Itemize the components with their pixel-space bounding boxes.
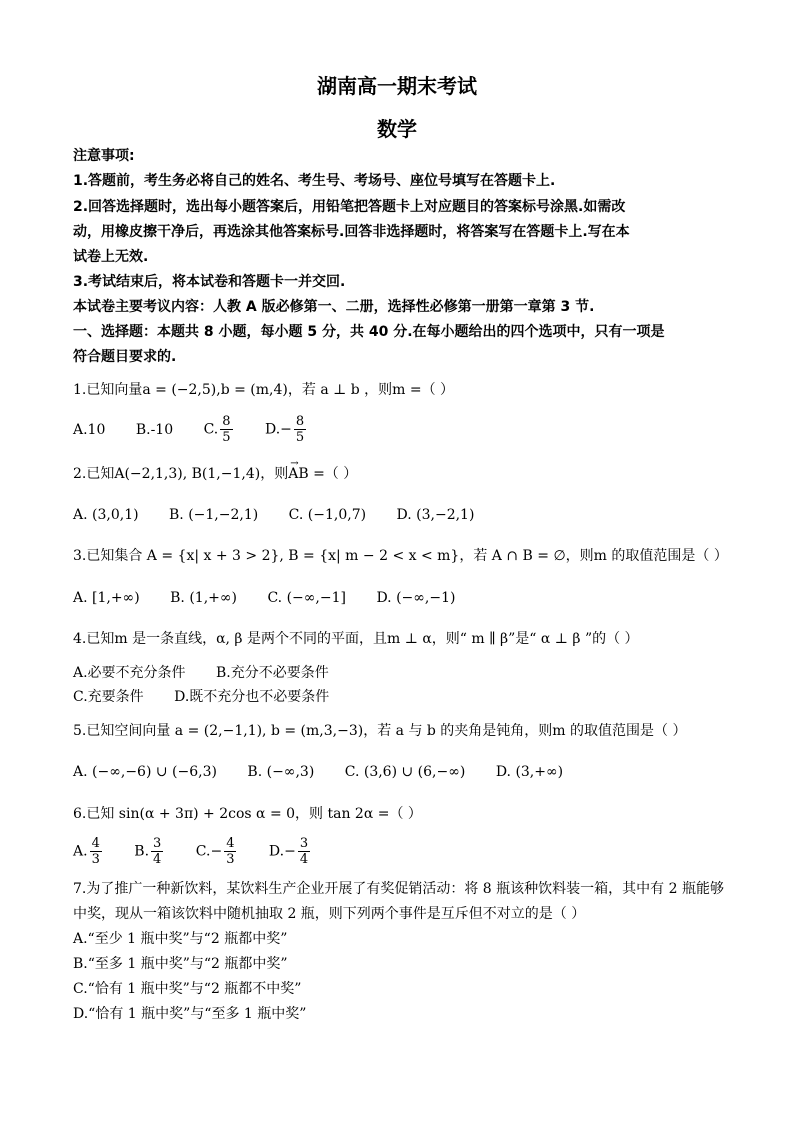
section-heading-line-2: 符合题目要求的. (73, 349, 177, 365)
q2-option-a[interactable]: A. (3,0,1) (73, 507, 139, 523)
q7-option-c[interactable]: C.“恰有 1 瓶中奖”与“2 瓶都不中奖” (73, 981, 302, 997)
q5-option-b[interactable]: B. (−∞,3) (247, 764, 315, 780)
question-1-options (73, 414, 733, 445)
question-2-stem: 2.已知A(−2,1,3), B(1,−1,4)，则→ AB =（ ） (73, 464, 733, 484)
note-1: 1.答题前，考生务必将自己的姓名、考生号、考场号、座位号填写在答题卡上. (73, 173, 556, 189)
q6-option-b[interactable]: B. $\frac{3}{4}$ (134, 836, 162, 867)
question-4-options-row-1 (73, 663, 733, 683)
q7-option-d[interactable]: D.“恰有 1 瓶中奖”与“至多 1 瓶中奖” (73, 1006, 307, 1022)
q6-option-a[interactable]: A. $\frac{4}{3}$ (73, 836, 100, 867)
note-2-line-1: 2.回答选择题时，选出每小题答案后，用铅笔把答题卡上对应题目的答案标号涂黑.如需改 (73, 199, 626, 215)
exam-scope: 本试卷主要考议内容：人教 A 版必修第一、二册，选择性必修第一册第一章第 3 节. (73, 299, 595, 315)
notes-heading: 注意事项: (73, 148, 135, 164)
question-5-stem: 5.已知空间向量 a = (2,−1,1), b = (m,3,−3)，若 a 与 b 的夹角是钝角，则m 的取值范围是（ ） (73, 723, 687, 739)
q1-option-b[interactable]: B.-10 (135, 421, 174, 438)
q4-option-b[interactable]: B.充分不必要条件 (216, 665, 329, 681)
section-heading-line-1: 一、选择题：本题共 8 小题，每小题 5 分，共 40 分.在每小题给出的四个选项中，只有一项是 (73, 324, 665, 340)
q4-option-d[interactable]: D.既不充分也不必要条件 (174, 689, 330, 705)
question-2-options (73, 505, 733, 525)
note-3: 3.考试结束后，将本试卷和答题卡一并交回. (73, 274, 346, 290)
q5-option-d[interactable]: D. (3,+∞) (495, 764, 564, 780)
q2-option-b[interactable]: B. (−1,−2,1) (169, 507, 259, 523)
note-2-line-3: 试卷上无效. (73, 249, 149, 265)
question-3-stem: 3.已知集合 A = {x| x + 3 > 2}, B = {x| m − 2 < x < m}，若 A ∩ B = ∅，则m 的取值范围是（ ） (73, 548, 728, 564)
q3-option-c[interactable]: C. (−∞,−1] (267, 590, 346, 606)
question-6-options (73, 836, 733, 867)
question-7-stem-line-1: 7.为了推广一种新饮料，某饮料生产企业开展了有奖促销活动：将 8 瓶该种饮料装一箱，其中有 2 瓶能够 (73, 881, 724, 897)
question-4-options-row-2 (73, 687, 733, 707)
note-2-line-2: 动，用橡皮擦干净后，再选涂其他答案标号.回答非选择题时，将答案写在答题卡上.写在本 (73, 224, 630, 240)
q5-option-c[interactable]: C. (3,6) ∪ (6,−∞) (344, 764, 466, 780)
q3-option-d[interactable]: D. (−∞,−1) (376, 590, 456, 606)
exam-title: 湖南高一期末考试 (317, 74, 477, 98)
vector-ab: → AB (288, 464, 308, 484)
question-3-options (73, 588, 733, 608)
q1-option-d[interactable]: D.− $\frac{8}{5}$ (264, 414, 305, 445)
q3-option-a[interactable]: A. [1,+∞) (73, 590, 140, 606)
q1-option-a[interactable]: A.10 (73, 421, 106, 438)
question-1-stem: 1.已知向量a = (−2,5),b = (m,4)，若 a ⊥ b ，则m =（ ） (73, 382, 455, 398)
q2-option-c[interactable]: C. (−1,0,7) (288, 507, 367, 523)
q4-option-c[interactable]: C.充要条件 (73, 689, 144, 705)
q2-option-d[interactable]: D. (3,−2,1) (396, 507, 475, 523)
q4-option-a[interactable]: A.必要不充分条件 (73, 665, 186, 681)
q3-option-b[interactable]: B. (1,+∞) (170, 590, 238, 606)
q6-option-c[interactable]: C.− $\frac{4}{3}$ (195, 836, 235, 867)
question-4-stem: 4.已知m 是一条直线，α, β 是两个不同的平面，且m ⊥ α，则“ m ∥ β”是“ α ⊥ β ”的（ ） (73, 631, 639, 647)
q6-option-d[interactable]: D.− $\frac{3}{4}$ (268, 836, 309, 867)
exam-subject: 数学 (377, 117, 417, 141)
question-7-stem-line-2: 中奖，现从一箱该饮料中随机抽取 2 瓶，则下列两个事件是互斥但不对立的是（ ） (73, 906, 586, 922)
q1-option-c[interactable]: C. $\frac{8}{5}$ (203, 414, 231, 445)
question-5-options (73, 762, 733, 782)
question-6-stem: 6.已知 sin(α + 3π) + 2cos α = 0，则 tan 2α =（ ） (73, 806, 422, 822)
q7-option-a[interactable]: A.“至少 1 瓶中奖”与“2 瓶都中奖” (73, 931, 288, 947)
q5-option-a[interactable]: A. (−∞,−6) ∪ (−6,3) (73, 764, 217, 780)
q7-option-b[interactable]: B.“至多 1 瓶中奖”与“2 瓶都中奖” (73, 956, 288, 972)
